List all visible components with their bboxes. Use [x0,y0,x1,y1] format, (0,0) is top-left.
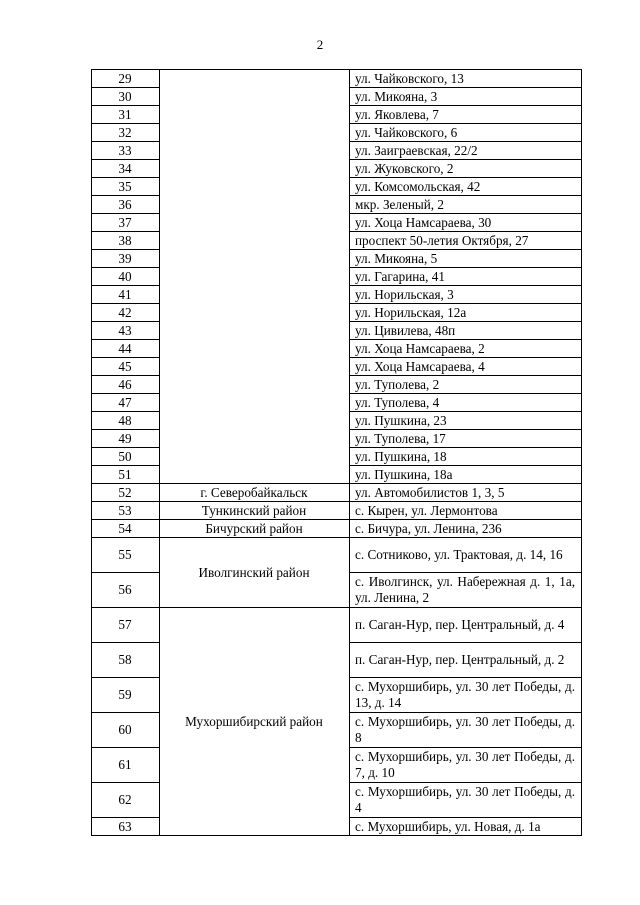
address-cell: с. Сотниково, ул. Трактовая, д. 14, 16 [350,538,582,573]
row-number: 58 [92,643,160,678]
address-cell: ул. Норильская, 3 [350,286,582,304]
address-cell: с. Иволгинск, ул. Набережная д. 1, 1а, ул. Ленина, 2 [350,573,582,608]
row-number: 46 [92,376,160,394]
address-cell: с. Мухоршибирь, ул. 30 лет Победы, д. 7, д. 10 [350,748,582,783]
address-cell: п. Саган-Нур, пер. Центральный, д. 4 [350,608,582,643]
address-cell: ул. Микояна, 5 [350,250,582,268]
address-cell: проспект 50-летия Октября, 27 [350,232,582,250]
table-row [92,538,582,573]
row-number: 60 [92,713,160,748]
district-cell: Бичурский район [160,520,350,538]
row-number: 31 [92,106,160,124]
address-cell: с. Мухоршибирь, ул. 30 лет Победы, д. 4 [350,783,582,818]
address-cell: ул. Чайковского, 13 [350,70,582,88]
row-number: 38 [92,232,160,250]
row-number: 36 [92,196,160,214]
address-cell: ул. Гагарина, 41 [350,268,582,286]
address-cell: ул. Цивилева, 48п [350,322,582,340]
row-number: 61 [92,748,160,783]
table-row [92,502,582,520]
address-cell: ул. Чайковского, 6 [350,124,582,142]
row-number: 37 [92,214,160,232]
district-cell: Тункинский район [160,502,350,520]
address-cell: мкр. Зеленый, 2 [350,196,582,214]
row-number: 44 [92,340,160,358]
district-cell [160,70,350,484]
address-cell: ул. Норильская, 12а [350,304,582,322]
row-number: 51 [92,466,160,484]
row-number: 33 [92,142,160,160]
row-number: 50 [92,448,160,466]
address-cell: с. Мухоршибирь, ул. Новая, д. 1а [350,818,582,836]
row-number: 32 [92,124,160,142]
address-cell: ул. Автомобилистов 1, 3, 5 [350,484,582,502]
row-number: 43 [92,322,160,340]
address-cell: ул. Пушкина, 18а [350,466,582,484]
address-cell: ул. Туполева, 2 [350,376,582,394]
table-row [92,608,582,643]
address-cell: ул. Заиграевская, 22/2 [350,142,582,160]
row-number: 47 [92,394,160,412]
row-number: 55 [92,538,160,573]
row-number: 57 [92,608,160,643]
row-number: 49 [92,430,160,448]
row-number: 45 [92,358,160,376]
address-cell: ул. Туполева, 17 [350,430,582,448]
row-number: 56 [92,573,160,608]
row-number: 29 [92,70,160,88]
row-number: 35 [92,178,160,196]
address-cell: с. Мухоршибирь, ул. 30 лет Победы, д. 8 [350,713,582,748]
address-cell: ул. Хоца Намсараева, 2 [350,340,582,358]
row-number: 42 [92,304,160,322]
row-number: 63 [92,818,160,836]
row-number: 41 [92,286,160,304]
row-number: 52 [92,484,160,502]
address-table [91,69,582,836]
district-cell: Иволгинский район [160,538,350,608]
table-row [92,520,582,538]
row-number: 59 [92,678,160,713]
table-row [92,484,582,502]
address-cell: ул. Хоца Намсараева, 4 [350,358,582,376]
address-cell: ул. Пушкина, 23 [350,412,582,430]
address-cell: ул. Пушкина, 18 [350,448,582,466]
address-cell: ул. Микояна, 3 [350,88,582,106]
row-number: 54 [92,520,160,538]
address-cell: с. Кырен, ул. Лермонтова [350,502,582,520]
address-cell: с. Мухоршибирь, ул. 30 лет Победы, д. 13, д. 14 [350,678,582,713]
district-cell: г. Северобайкальск [160,484,350,502]
table-row [92,70,582,88]
row-number: 39 [92,250,160,268]
address-cell: п. Саган-Нур, пер. Цeнтральный, д. 2 [350,643,582,678]
address-cell: ул. Комсомольская, 42 [350,178,582,196]
address-cell: с. Бичура, ул. Ленина, 236 [350,520,582,538]
address-cell: ул. Жуковского, 2 [350,160,582,178]
row-number: 34 [92,160,160,178]
page-number: 2 [316,37,324,52]
row-number: 48 [92,412,160,430]
row-number: 30 [92,88,160,106]
row-number: 40 [92,268,160,286]
row-number: 62 [92,783,160,818]
address-cell: ул. Хоца Намсараева, 30 [350,214,582,232]
address-cell: ул. Туполева, 4 [350,394,582,412]
address-cell: ул. Яковлева, 7 [350,106,582,124]
row-number: 53 [92,502,160,520]
district-cell: Мухоршибирский район [160,608,350,836]
